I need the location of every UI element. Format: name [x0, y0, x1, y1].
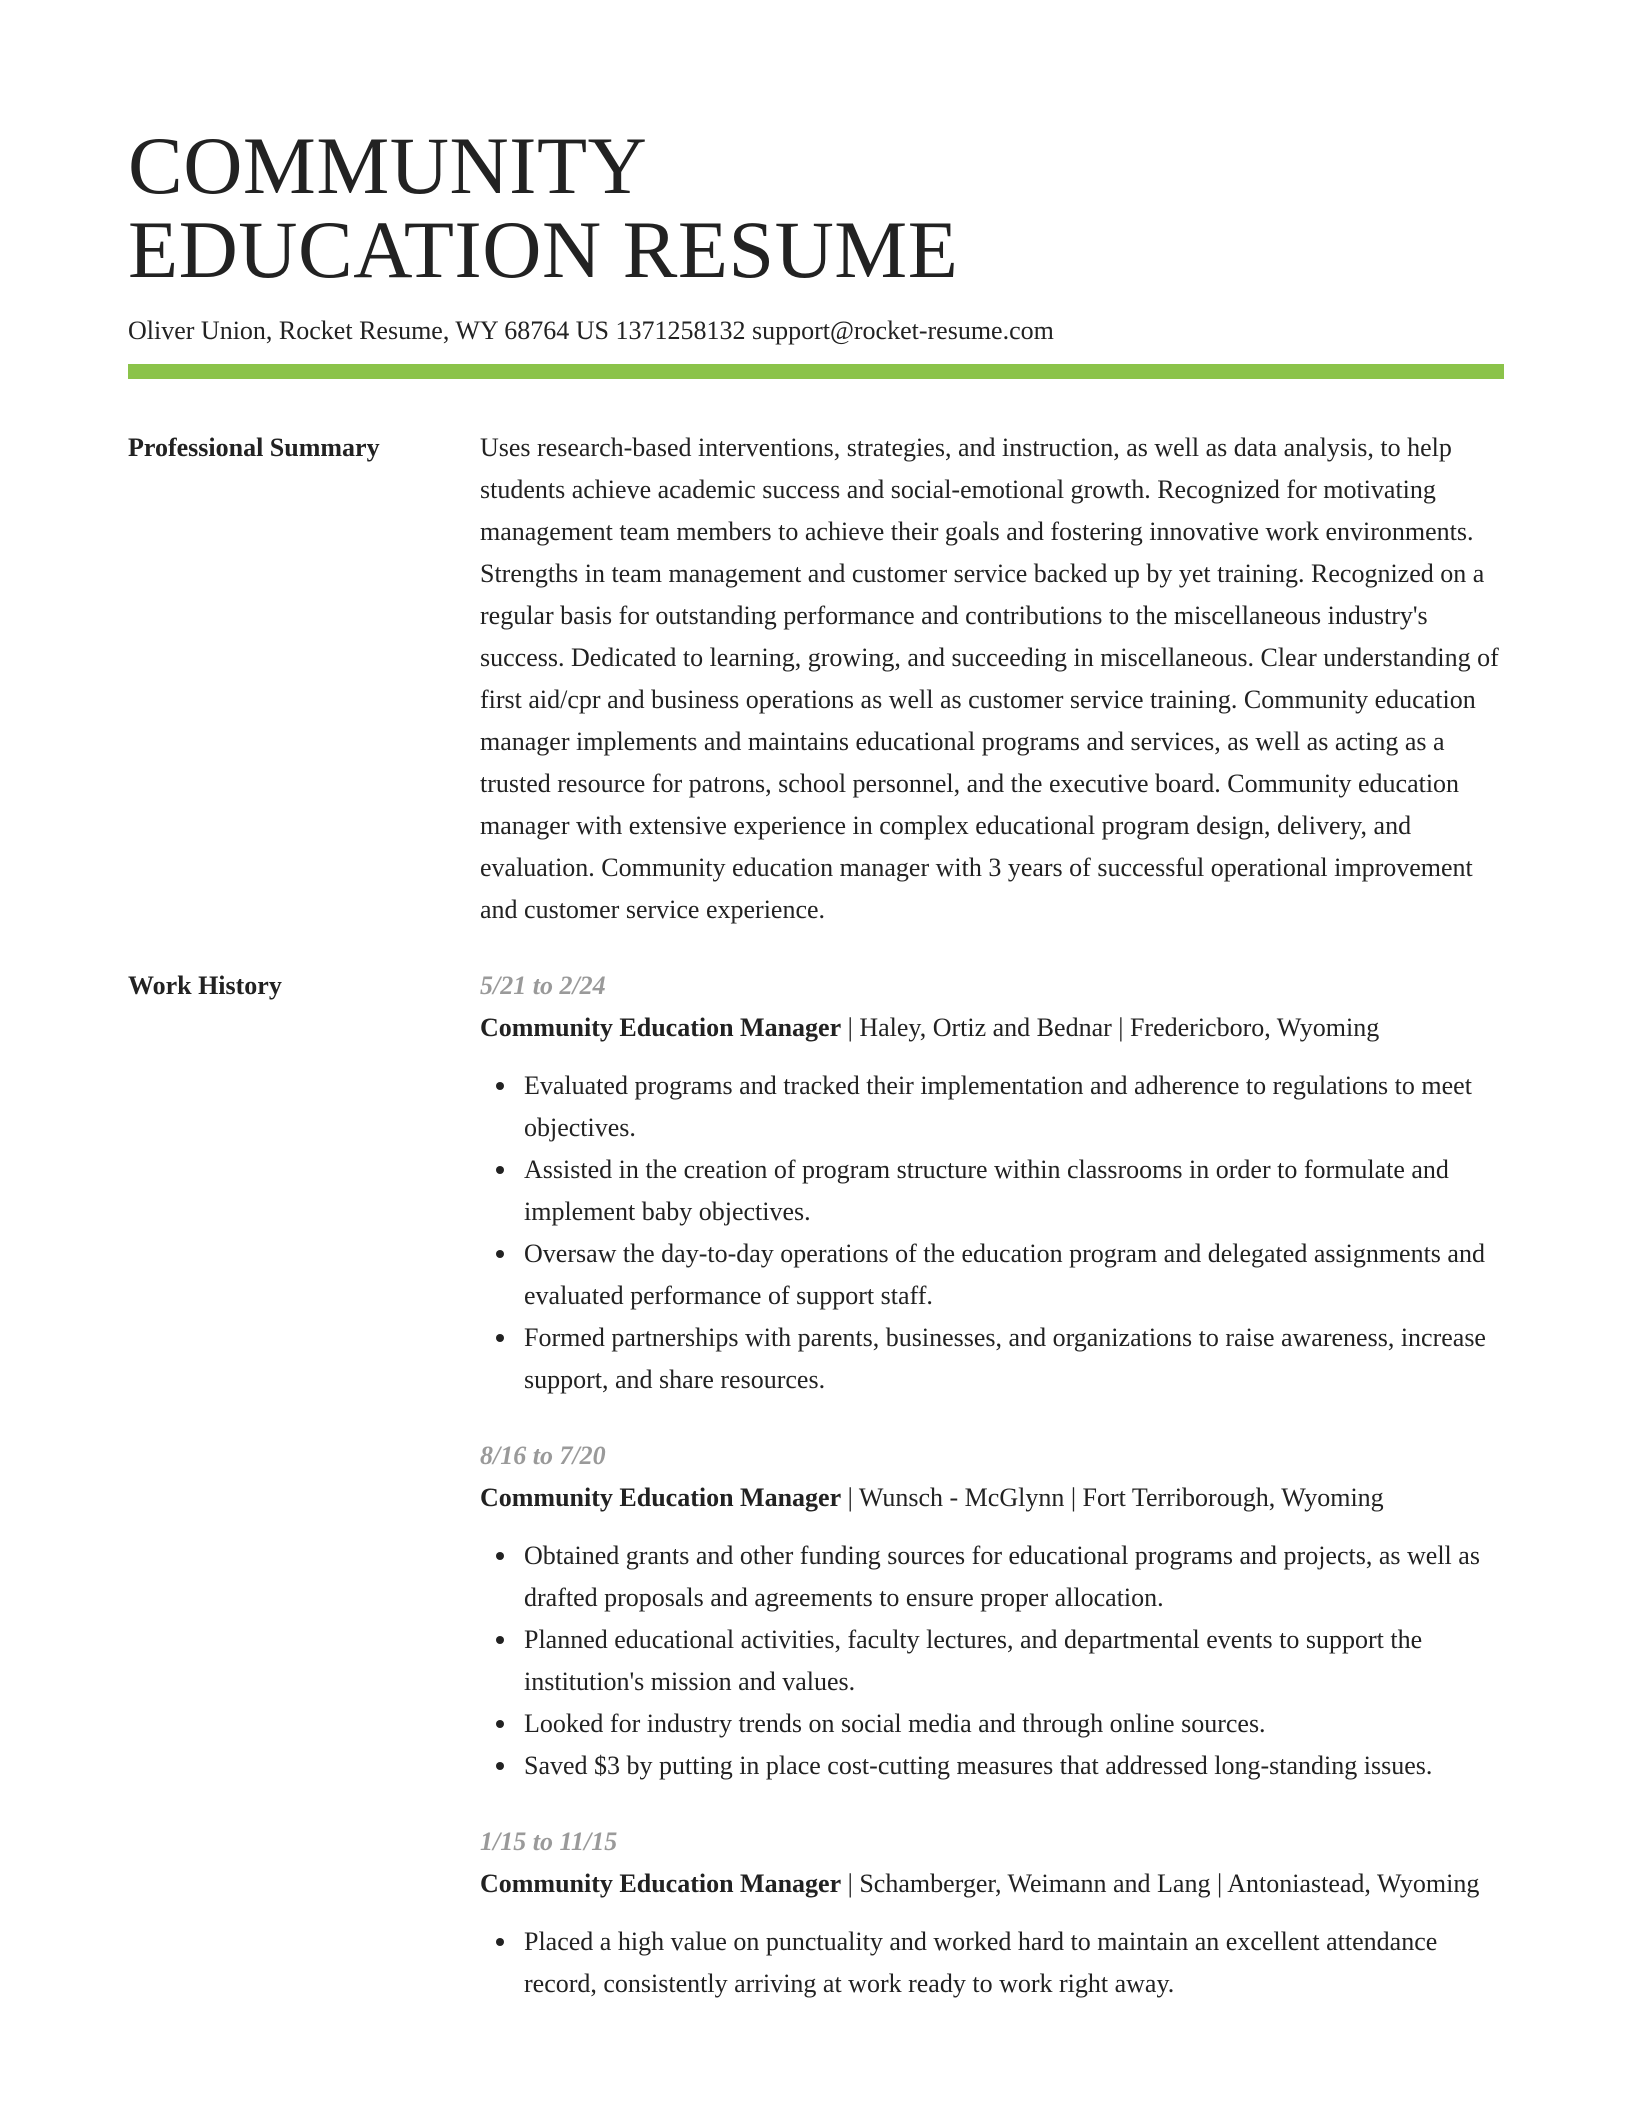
professional-summary-text: Uses research-based interventions, strategies, and instruction, as well as data analysis, to help students achieve academic success and social-emotional growth. Recognized for motivating management team members to achieve their goals and fostering innovative work environments. Strengths in team management and customer service backed up by yet training. Recognized on a regular basis for outstanding performance and contributions to the miscellaneous industry's success. Dedicated to learning, growing, and succeeding in miscellaneous. Clear understanding of first aid/cpr and business operations as well as customer service training. Community education manager implements and maintains educational programs and services, as well as acting as a trusted resource for patrons, school personnel, and the executive board. Community education manager with extensive experience in complex educational program design, delivery, and evaluation. Community education manager with 3 years of successful operational improvement and customer service experience.	[480, 433, 1499, 924]
job-bullet	[480, 1317, 1504, 1401]
job-bullet-text: Looked for industry trends on social media and through online sources.	[524, 1709, 1266, 1738]
job-bullet-list	[480, 1921, 1504, 2005]
bullet-dot-icon	[496, 1334, 504, 1342]
bullet-dot-icon	[496, 1552, 504, 1560]
job-bullet-text: Assisted in the creation of program structure within classrooms in order to formulate and implement baby objectives.	[524, 1155, 1449, 1226]
job-bullet-text: Planned educational activities, faculty lectures, and departmental events to support the institution's mission and values.	[524, 1625, 1423, 1696]
resume-title-line-2: EDUCATION RESUME	[128, 204, 959, 295]
bullet-dot-icon	[496, 1250, 504, 1258]
job-bullet-text: Placed a high value on punctuality and worked hard to maintain an excellent attendance record, consistently arriving at work ready to work right away.	[524, 1927, 1438, 1998]
job-heading	[480, 1007, 1504, 1049]
job-entry	[480, 965, 1504, 1401]
resume-title	[128, 0, 1504, 295]
job-bullet	[480, 1703, 1504, 1745]
work-history-section	[128, 965, 1504, 2039]
work-history-body	[480, 965, 1504, 2039]
professional-summary-section	[128, 427, 1504, 931]
job-bullet-text: Formed partnerships with parents, businesses, and organizations to raise awareness, increase support, and share resources.	[524, 1323, 1486, 1394]
job-bullet-text: Obtained grants and other funding sources for educational programs and projects, as well as drafted proposals and agreements to ensure proper allocation.	[524, 1541, 1480, 1612]
job-title: Community Education Manager	[480, 1013, 842, 1042]
bullet-dot-icon	[496, 1166, 504, 1174]
job-bullet-text: Saved $3 by putting in place cost-cutting measures that addressed long-standing issues.	[524, 1751, 1433, 1780]
job-entry	[480, 1821, 1504, 2005]
job-heading	[480, 1863, 1504, 1905]
job-bullet	[480, 1233, 1504, 1317]
contact-line: Oliver Union, Rocket Resume, WY 68764 US 1371258132 support@rocket-resume.com	[128, 316, 1054, 345]
job-employer-location: | Haley, Ortiz and Bednar | Fredericboro, Wyoming	[841, 1013, 1380, 1042]
professional-summary-body	[480, 427, 1504, 931]
job-bullet	[480, 1921, 1504, 2005]
accent-divider	[128, 364, 1504, 379]
job-bullet	[480, 1535, 1504, 1619]
job-bullet	[480, 1149, 1504, 1233]
resume-title-line-1: COMMUNITY	[128, 120, 648, 211]
bullet-dot-icon	[496, 1762, 504, 1770]
job-dates: 5/21 to 2/24	[480, 971, 606, 1000]
job-bullet-list	[480, 1535, 1504, 1787]
job-employer-location: | Schamberger, Weimann and Lang | Antoniastead, Wyoming	[841, 1869, 1480, 1898]
job-bullet-list	[480, 1065, 1504, 1401]
job-dates: 1/15 to 11/15	[480, 1827, 618, 1856]
job-bullet	[480, 1745, 1504, 1787]
job-bullet	[480, 1065, 1504, 1149]
bullet-dot-icon	[496, 1636, 504, 1644]
job-employer-location: | Wunsch - McGlynn | Fort Terriborough, Wyoming	[841, 1483, 1384, 1512]
job-bullet	[480, 1619, 1504, 1703]
bullet-dot-icon	[496, 1938, 504, 1946]
job-dates: 8/16 to 7/20	[480, 1441, 606, 1470]
job-entry	[480, 1435, 1504, 1787]
job-bullet-text: Oversaw the day-to-day operations of the education program and delegated assignments and evaluated performance of support staff.	[524, 1239, 1485, 1310]
job-bullet-text: Evaluated programs and tracked their implementation and adherence to regulations to meet objectives.	[524, 1071, 1472, 1142]
section-label-work-history: Work History	[128, 971, 282, 1000]
bullet-dot-icon	[496, 1720, 504, 1728]
resume-page	[128, 0, 1504, 2039]
section-label-professional-summary: Professional Summary	[128, 433, 380, 462]
job-heading	[480, 1477, 1504, 1519]
job-title: Community Education Manager	[480, 1483, 842, 1512]
job-title: Community Education Manager	[480, 1869, 842, 1898]
bullet-dot-icon	[496, 1082, 504, 1090]
